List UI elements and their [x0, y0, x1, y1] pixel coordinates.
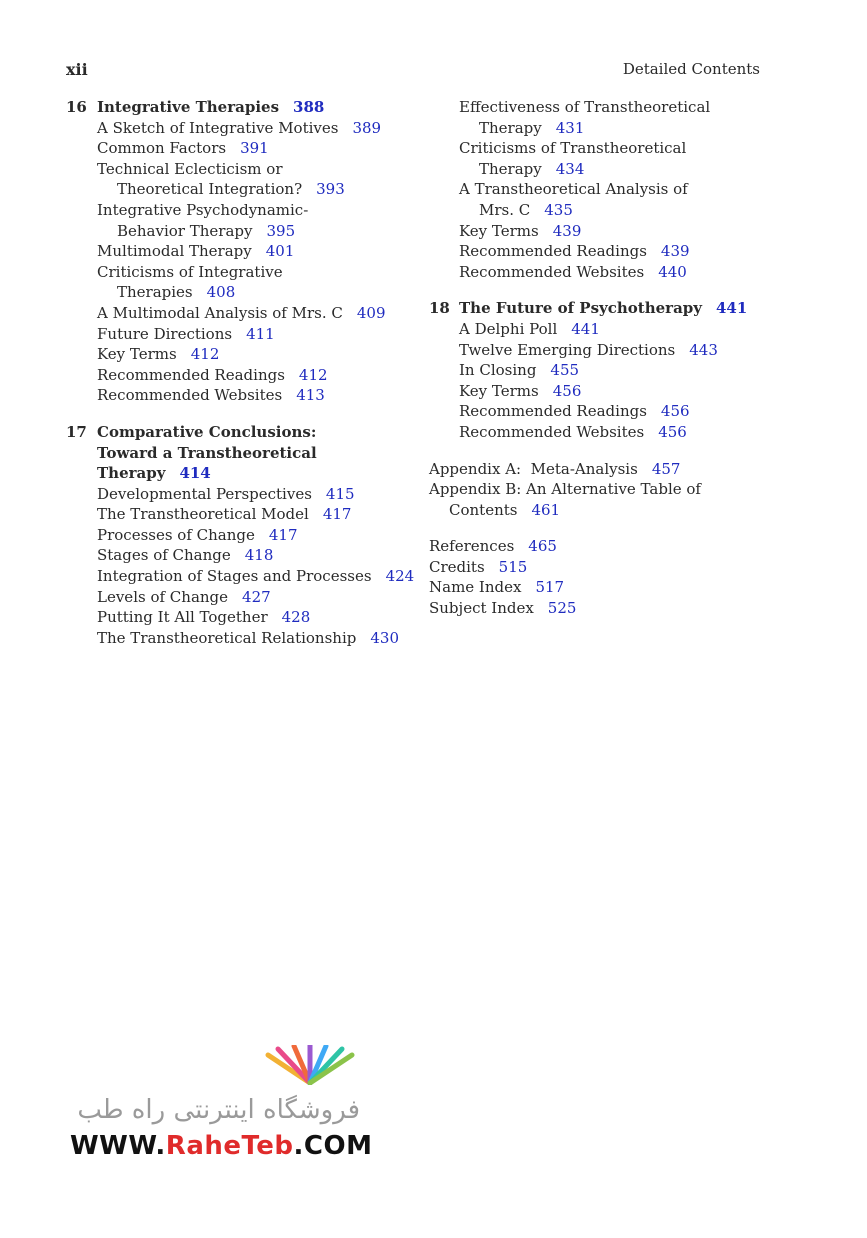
entry-title: Multimodal Therapy	[97, 242, 252, 261]
entry-page-link[interactable]: 456	[658, 422, 687, 441]
toc-entry	[459, 401, 749, 422]
entry-title: A Transtheoretical Analysis of Mrs. C	[459, 180, 688, 219]
url-suffix: .COM	[293, 1131, 373, 1161]
entry-page-link[interactable]: 457	[651, 459, 681, 478]
entry-page-link[interactable]: 430	[370, 628, 399, 647]
entry-title: Recommended Websites	[97, 386, 283, 405]
entry-title: Recommended Readings	[459, 402, 647, 421]
entry-page-link[interactable]: 431	[555, 118, 585, 137]
entry-title: Twelve Emerging Directions	[459, 340, 676, 359]
entry-page-link[interactable]: 415	[325, 484, 355, 503]
entry-page-link[interactable]: 461	[531, 500, 561, 519]
entry-title: Recommended Websites	[459, 422, 645, 441]
entry-page-link[interactable]: 435	[544, 200, 573, 219]
toc-entry	[97, 628, 416, 649]
entry-page-link[interactable]: 412	[190, 345, 220, 364]
chapter-heading	[429, 298, 749, 319]
toc-entry	[459, 179, 689, 220]
toc-entry	[97, 344, 416, 365]
entry-page-link[interactable]: 389	[352, 118, 382, 137]
entry-title: References	[429, 537, 515, 556]
chapter-title: Integrative Therapies	[97, 98, 280, 116]
entry-title: Criticisms of Transtheoretical Therapy	[459, 139, 687, 178]
toc-entry	[97, 138, 416, 159]
toc-entry	[459, 241, 749, 262]
url-brand: RaheTeb	[165, 1131, 294, 1161]
toc-entry	[97, 545, 416, 566]
chapter-number: 16	[66, 98, 87, 116]
entry-page-link[interactable]: 413	[296, 386, 325, 405]
toc-entry	[429, 598, 749, 619]
entry-page-link[interactable]: 395	[266, 221, 296, 240]
entry-title: Common Factors	[97, 139, 227, 158]
entry-title: Stages of Change	[97, 546, 231, 565]
entry-title: Subject Index	[429, 599, 534, 618]
chapter-title: The Future of Psychotherapy	[459, 299, 702, 318]
chapter-18	[429, 298, 749, 442]
toc-entry	[97, 587, 416, 608]
entry-page-link[interactable]: 418	[244, 546, 274, 565]
entry-title: Developmental Perspectives	[97, 484, 312, 503]
toc-entry	[97, 241, 416, 262]
toc-entry	[97, 324, 416, 345]
chapter-title: Comparative Conclusions: Toward a Transtheoretical Therapy	[97, 422, 317, 483]
entry-page-link[interactable]: 525	[547, 599, 577, 618]
chapter-page-link[interactable]: 441	[716, 299, 748, 318]
toc-entry	[459, 221, 749, 242]
chapter-heading	[66, 422, 416, 484]
entry-page-link[interactable]: 391	[240, 139, 269, 158]
toc-entry	[97, 566, 416, 587]
toc-entry	[97, 385, 416, 406]
entry-page-link[interactable]: 417	[268, 525, 298, 544]
entry-title: Key Terms	[459, 381, 539, 400]
entry-page-link[interactable]: 517	[535, 578, 565, 597]
toc-entry	[97, 262, 292, 303]
toc-entry	[429, 557, 749, 578]
appendices	[429, 459, 749, 521]
entry-page-link[interactable]: 408	[206, 283, 236, 302]
book-rays-logo-icon	[260, 1045, 360, 1085]
entry-title: Processes of Change	[97, 525, 255, 544]
page-header	[66, 60, 760, 80]
entry-page-link[interactable]: 428	[281, 608, 311, 627]
page-number: xii	[66, 60, 88, 79]
entry-title: Key Terms	[459, 221, 539, 240]
toc-right-column	[429, 97, 749, 635]
entry-title: A Multimodal Analysis of Mrs. C	[97, 303, 343, 322]
chapter-page-link[interactable]: 388	[293, 98, 325, 116]
entry-title: Integrative Psychodynamic-Behavior Therapy	[97, 200, 309, 240]
chapter-17	[66, 422, 416, 649]
toc-entry	[97, 200, 372, 241]
entry-page-link[interactable]: 417	[322, 505, 352, 524]
toc-entry	[429, 577, 749, 598]
toc-entry	[97, 118, 416, 139]
toc-entry	[97, 607, 416, 628]
entry-page-link[interactable]: 515	[498, 557, 528, 576]
entry-title: Levels of Change	[97, 587, 229, 606]
toc-entry	[429, 536, 749, 557]
chapter-number: 18	[429, 299, 450, 318]
chapter-heading	[66, 97, 416, 118]
entry-title: Key Terms	[97, 345, 177, 364]
entry-page-link[interactable]: 439	[660, 242, 690, 261]
toc-entry	[429, 479, 714, 520]
toc-entry	[459, 138, 699, 179]
entry-page-link[interactable]: 409	[356, 303, 386, 322]
entry-page-link[interactable]: 393	[316, 180, 345, 199]
toc-left-column	[66, 97, 416, 664]
chapter-number: 17	[66, 422, 87, 441]
entry-title: Effectiveness of Transtheoretical Therapy	[459, 98, 711, 137]
entry-title: The Transtheoretical Model	[97, 505, 309, 524]
entry-page-link[interactable]: 465	[528, 537, 557, 556]
toc-entry	[97, 303, 416, 324]
chapter-16	[66, 97, 416, 406]
toc-entry	[97, 159, 367, 200]
entry-page-link[interactable]: 456	[552, 381, 582, 400]
toc-entry	[459, 319, 749, 340]
entry-title: Integration of Stages and Processes	[97, 567, 372, 586]
entry-page-link[interactable]: 401	[265, 242, 295, 261]
entry-page-link[interactable]: 441	[571, 319, 600, 338]
toc-entry	[459, 262, 749, 283]
entry-title: Future Directions	[97, 324, 233, 343]
entry-page-link[interactable]: 424	[385, 567, 415, 586]
entry-page-link[interactable]: 440	[658, 262, 687, 281]
entry-page-link[interactable]: 427	[242, 587, 271, 606]
entry-title: The Transtheoretical Relationship	[97, 628, 357, 647]
entry-page-link[interactable]: 439	[552, 221, 582, 240]
watermark-url	[70, 1131, 372, 1161]
toc-entry	[429, 459, 749, 480]
toc-entry	[459, 381, 749, 402]
entry-title: Recommended Readings	[459, 242, 647, 261]
entry-page-link[interactable]: 434	[555, 159, 585, 178]
running-head: Detailed Contents	[622, 60, 760, 78]
toc-entry	[97, 365, 416, 386]
entry-title: Credits	[429, 557, 485, 576]
toc-entry	[459, 97, 714, 138]
chapter-page-link[interactable]: 414	[179, 464, 211, 483]
toc-entry	[97, 484, 416, 505]
url-prefix: WWW.	[70, 1131, 166, 1161]
entry-title: Recommended Readings	[97, 365, 285, 384]
entry-title: Technical Eclecticism or Theoretical Integration?	[97, 159, 303, 199]
entry-title: Recommended Websites	[459, 262, 645, 281]
entry-page-link[interactable]: 455	[550, 361, 580, 380]
toc-entry	[459, 340, 749, 361]
entry-title: Appendix A: Meta-Analysis	[429, 459, 638, 478]
entry-title: A Delphi Poll	[459, 319, 558, 338]
entry-page-link[interactable]: 412	[298, 365, 328, 384]
entry-page-link[interactable]: 411	[246, 324, 275, 343]
toc-entry	[97, 504, 416, 525]
toc-entry	[459, 360, 749, 381]
entry-title: In Closing	[459, 361, 537, 380]
chapter-17-continued	[459, 97, 749, 282]
entry-title: Name Index	[429, 578, 522, 597]
entry-page-link[interactable]: 443	[689, 340, 718, 359]
entry-title: Putting It All Together	[97, 608, 268, 627]
entry-page-link[interactable]: 456	[660, 402, 690, 421]
raheteb-watermark	[70, 1045, 373, 1170]
entry-title: A Sketch of Integrative Motives	[97, 118, 339, 137]
toc-entry	[459, 422, 749, 443]
entry-title: Appendix B: An Alternative Table of Contents	[429, 480, 701, 519]
watermark-persian-text: فروشگاه اینترنتی راه طب	[77, 1095, 360, 1125]
back-matter	[429, 536, 749, 618]
entry-title: Criticisms of Integrative Therapies	[97, 262, 283, 302]
toc-entry	[97, 525, 416, 546]
